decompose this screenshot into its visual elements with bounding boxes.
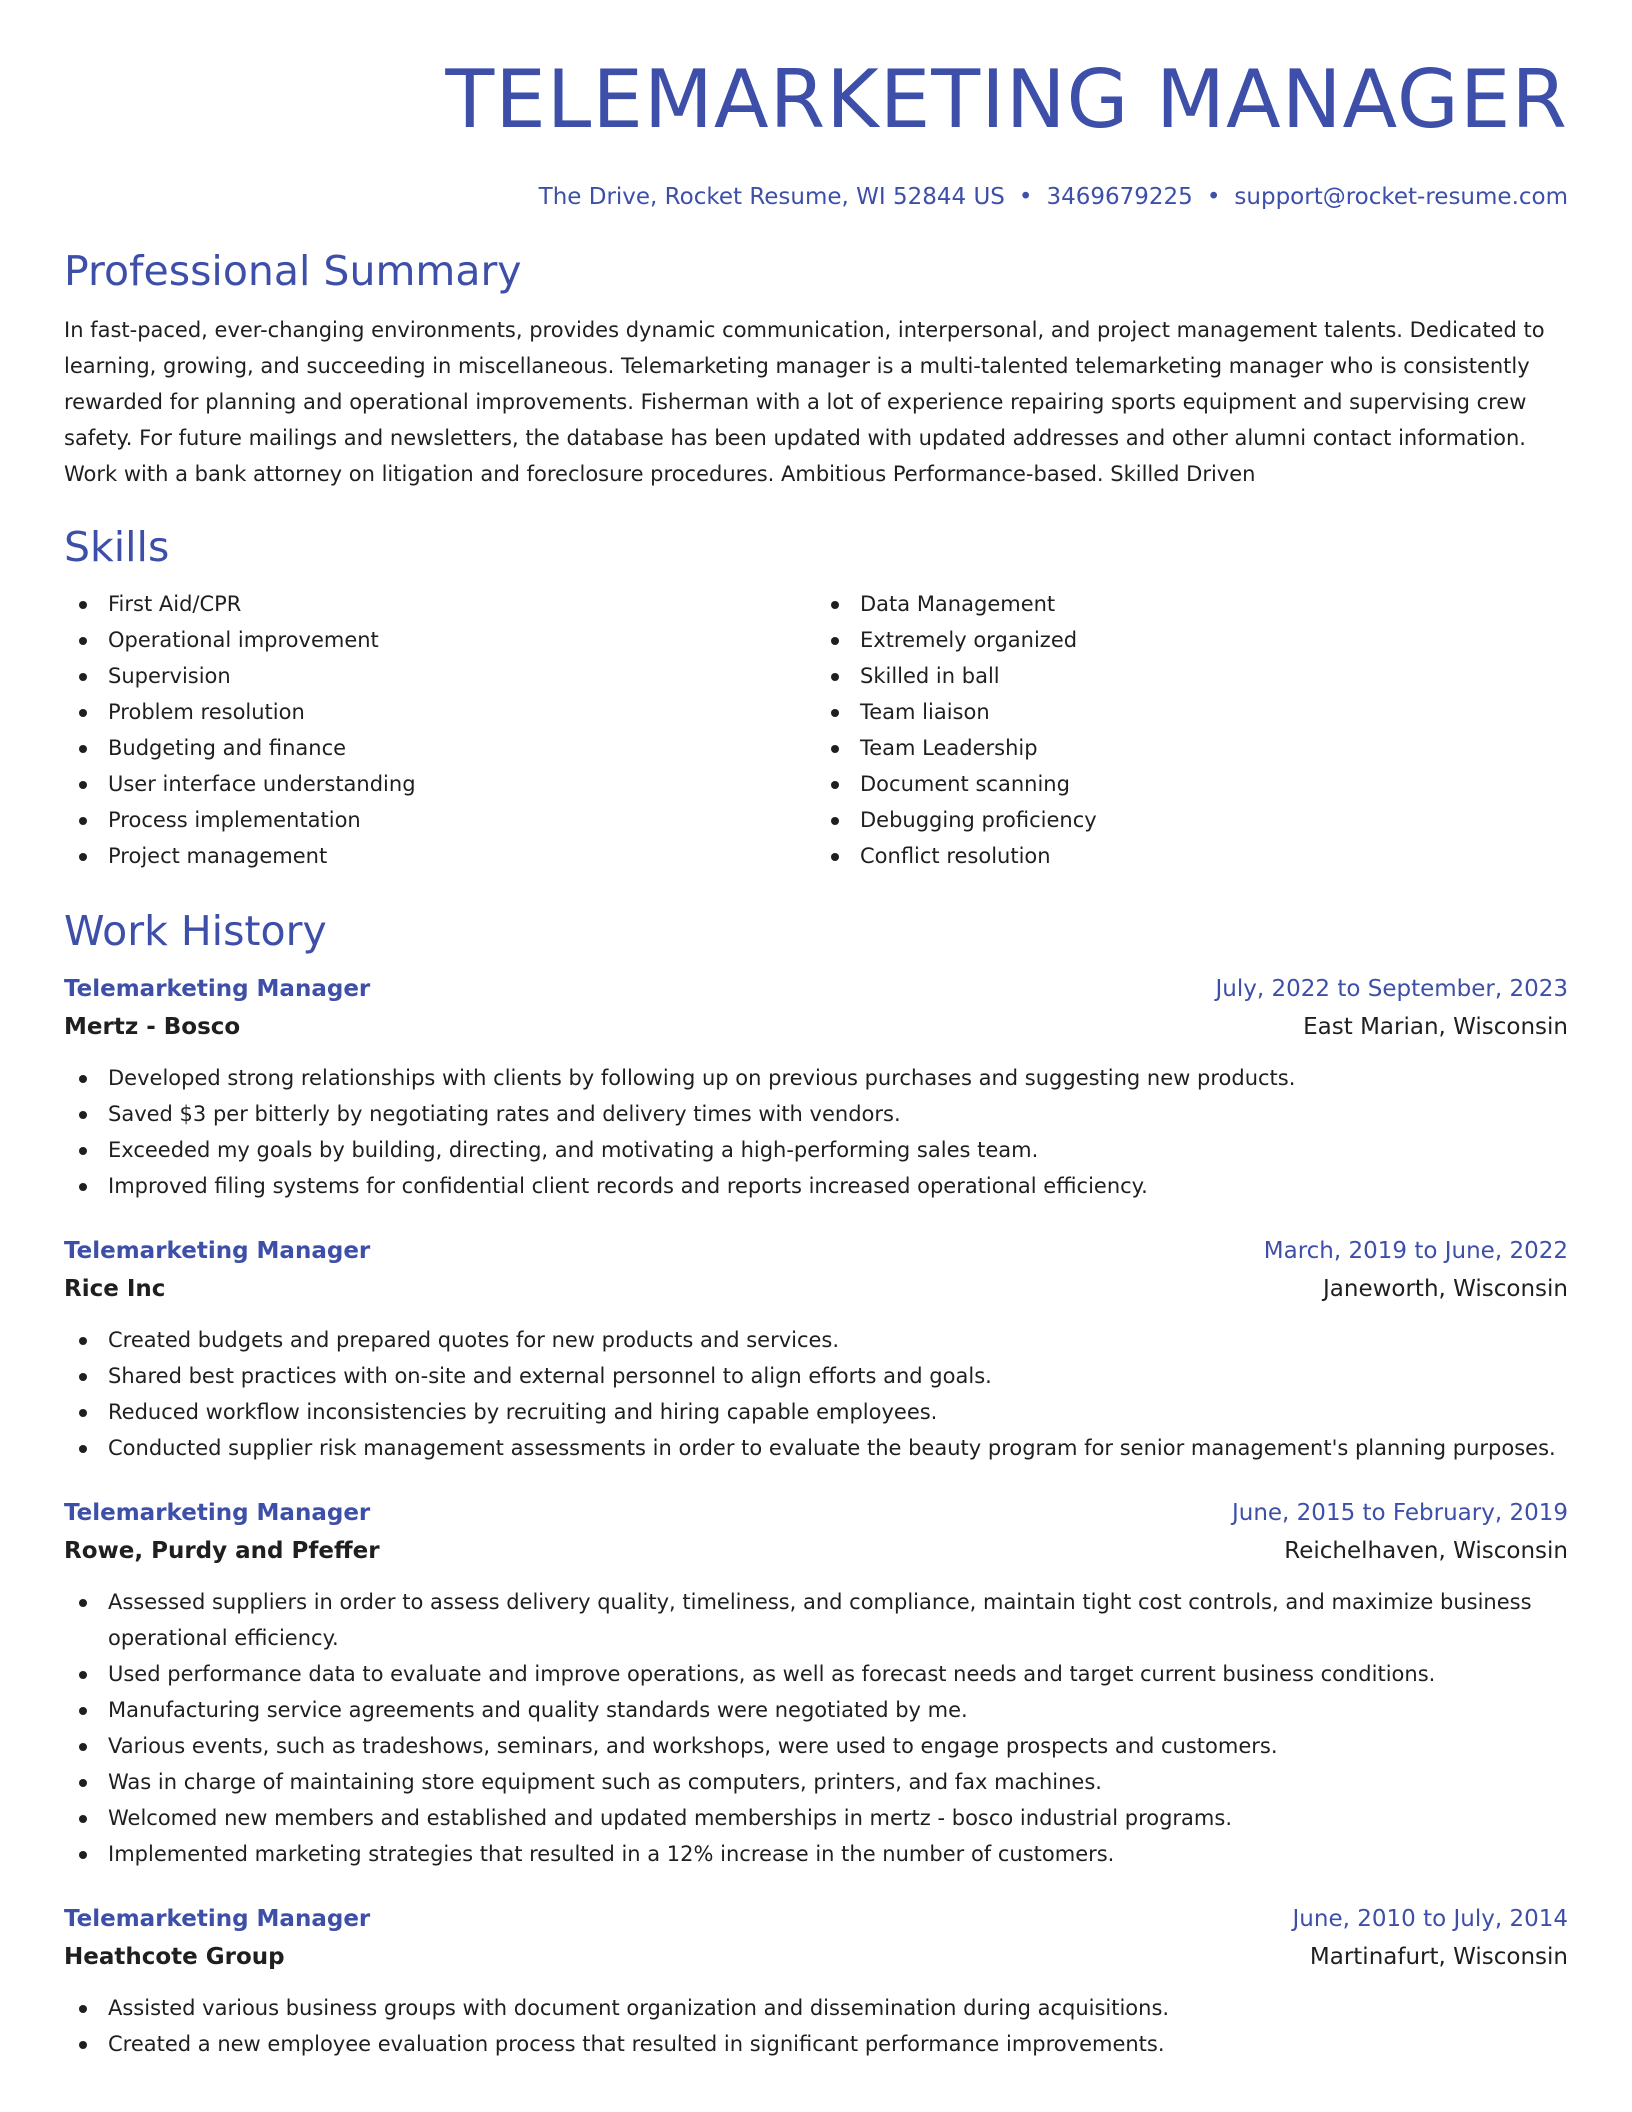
job-duties bbox=[64, 1584, 1568, 1872]
skill-item: Extremely organized bbox=[816, 622, 1568, 658]
contact-phone: 3469679225 bbox=[1046, 184, 1193, 210]
duty-item: Used performance data to evaluate and improve operations, as well as forecast needs and target current business conditions. bbox=[64, 1656, 1568, 1692]
job-location: East Marian, Wisconsin bbox=[1303, 1014, 1568, 1040]
job-entry bbox=[64, 1232, 1568, 1466]
skills-columns bbox=[64, 586, 1568, 874]
skill-item: User interface understanding bbox=[64, 766, 816, 802]
skill-item: Operational improvement bbox=[64, 622, 816, 658]
contact-line bbox=[64, 182, 1568, 212]
duty-item: Implemented marketing strategies that resulted in a 12% increase in the number of customers. bbox=[64, 1836, 1568, 1872]
duty-item: Assisted various business groups with document organization and dissemination during acquisitions. bbox=[64, 1990, 1568, 2026]
duty-item: Manufacturing service agreements and quality standards were negotiated by me. bbox=[64, 1692, 1568, 1728]
duty-item: Welcomed new members and established and updated memberships in mertz - bosco industrial programs. bbox=[64, 1800, 1568, 1836]
skill-item: Document scanning bbox=[816, 766, 1568, 802]
page-title: TELEMARKETING MANAGER bbox=[445, 53, 1568, 146]
duty-item: Created a new employee evaluation process that resulted in significant performance improvements. bbox=[64, 2026, 1568, 2062]
skill-item: Skilled in ball bbox=[816, 658, 1568, 694]
contact-separator: • bbox=[1206, 184, 1221, 210]
summary-heading: Professional Summary bbox=[64, 247, 522, 295]
skill-item: Budgeting and finance bbox=[64, 730, 816, 766]
work-history-heading: Work History bbox=[64, 907, 327, 955]
job-company-row bbox=[64, 1270, 1568, 1308]
duty-item: Reduced workflow inconsistencies by recruiting and hiring capable employees. bbox=[64, 1394, 1568, 1430]
job-title: Telemarketing Manager bbox=[64, 1906, 371, 1932]
skill-item: Team liaison bbox=[816, 694, 1568, 730]
duty-item: Conducted supplier risk management assessments in order to evaluate the beauty program for senior management's planning purposes. bbox=[64, 1430, 1568, 1466]
job-company: Rowe, Purdy and Pfeffer bbox=[64, 1538, 380, 1564]
duty-item: Saved $3 per bitterly by negotiating rates and delivery times with vendors. bbox=[64, 1096, 1568, 1132]
contact-separator: • bbox=[1018, 184, 1033, 210]
job-company: Heathcote Group bbox=[64, 1944, 285, 1970]
job-company-row bbox=[64, 1008, 1568, 1046]
contact-email: support@rocket-resume.com bbox=[1234, 184, 1568, 210]
job-entry bbox=[64, 1494, 1568, 1872]
skill-item: First Aid/CPR bbox=[64, 586, 816, 622]
job-dates: March, 2019 to June, 2022 bbox=[1263, 1238, 1568, 1264]
job-duties bbox=[64, 1060, 1568, 1204]
skills-left-column bbox=[64, 586, 816, 874]
skill-item: Team Leadership bbox=[816, 730, 1568, 766]
skill-item: Process implementation bbox=[64, 802, 816, 838]
job-company-row bbox=[64, 1532, 1568, 1570]
job-dates: June, 2015 to February, 2019 bbox=[1231, 1500, 1568, 1526]
job-title: Telemarketing Manager bbox=[64, 1500, 371, 1526]
job-company: Mertz - Bosco bbox=[64, 1014, 241, 1040]
job-title-row bbox=[64, 1494, 1568, 1532]
duty-item: Various events, such as tradeshows, seminars, and workshops, were used to engage prospects and customers. bbox=[64, 1728, 1568, 1764]
duty-item: Improved filing systems for confidential client records and reports increased operational efficiency. bbox=[64, 1168, 1568, 1204]
job-location: Martinafurt, Wisconsin bbox=[1309, 1944, 1568, 1970]
job-title-row bbox=[64, 970, 1568, 1008]
job-duties bbox=[64, 1322, 1568, 1466]
skill-item: Problem resolution bbox=[64, 694, 816, 730]
skill-item: Project management bbox=[64, 838, 816, 874]
job-location: Janeworth, Wisconsin bbox=[1322, 1276, 1568, 1302]
summary-text: In fast-paced, ever-changing environments, provides dynamic communication, interpersonal, and project management talents. Dedicated to learning, growing, and succeeding in miscellaneous. Telemarketing manager is a multi-talented telemarketing manager who is consistently rewarded for planning and operational improvements. Fisherman with a lot of experience repairing sports equipment and supervising crew safety. For future mailings and newsletters, the database has been updated with updated addresses and other alumni contact information. Work with a bank attorney on litigation and foreclosure procedures. Ambitious Performance-based. Skilled Driven bbox=[64, 318, 1545, 486]
skills-section bbox=[64, 522, 1568, 874]
duty-item: Created budgets and prepared quotes for new products and services. bbox=[64, 1322, 1568, 1358]
job-company-row bbox=[64, 1938, 1568, 1976]
skills-heading: Skills bbox=[64, 523, 170, 571]
job-company: Rice Inc bbox=[64, 1276, 166, 1302]
duty-item: Was in charge of maintaining store equipment such as computers, printers, and fax machines. bbox=[64, 1764, 1568, 1800]
job-location: Reichelhaven, Wisconsin bbox=[1284, 1538, 1568, 1564]
job-title: Telemarketing Manager bbox=[64, 1238, 371, 1264]
job-entry bbox=[64, 1900, 1568, 2062]
job-title: Telemarketing Manager bbox=[64, 976, 371, 1002]
skills-right-column bbox=[816, 586, 1568, 874]
job-dates: July, 2022 to September, 2023 bbox=[1215, 976, 1568, 1002]
job-title-row bbox=[64, 1232, 1568, 1270]
job-entry bbox=[64, 970, 1568, 1204]
job-duties bbox=[64, 1990, 1568, 2062]
skill-item: Conflict resolution bbox=[816, 838, 1568, 874]
job-title-row bbox=[64, 1900, 1568, 1938]
job-dates: June, 2010 to July, 2014 bbox=[1292, 1906, 1568, 1932]
duty-item: Developed strong relationships with clients by following up on previous purchases and suggesting new products. bbox=[64, 1060, 1568, 1096]
duty-item: Assessed suppliers in order to assess delivery quality, timeliness, and compliance, maintain tight cost controls, and maximize business operational efficiency. bbox=[64, 1584, 1568, 1656]
duty-item: Exceeded my goals by building, directing, and motivating a high-performing sales team. bbox=[64, 1132, 1568, 1168]
skill-item: Supervision bbox=[64, 658, 816, 694]
work-history-section bbox=[64, 906, 1568, 2062]
contact-address: The Drive, Rocket Resume, WI 52844 US bbox=[538, 184, 1005, 210]
summary-section bbox=[64, 246, 1568, 492]
duty-item: Shared best practices with on-site and external personnel to align efforts and goals. bbox=[64, 1358, 1568, 1394]
resume-header bbox=[64, 0, 1568, 212]
skill-item: Data Management bbox=[816, 586, 1568, 622]
skill-item: Debugging proficiency bbox=[816, 802, 1568, 838]
